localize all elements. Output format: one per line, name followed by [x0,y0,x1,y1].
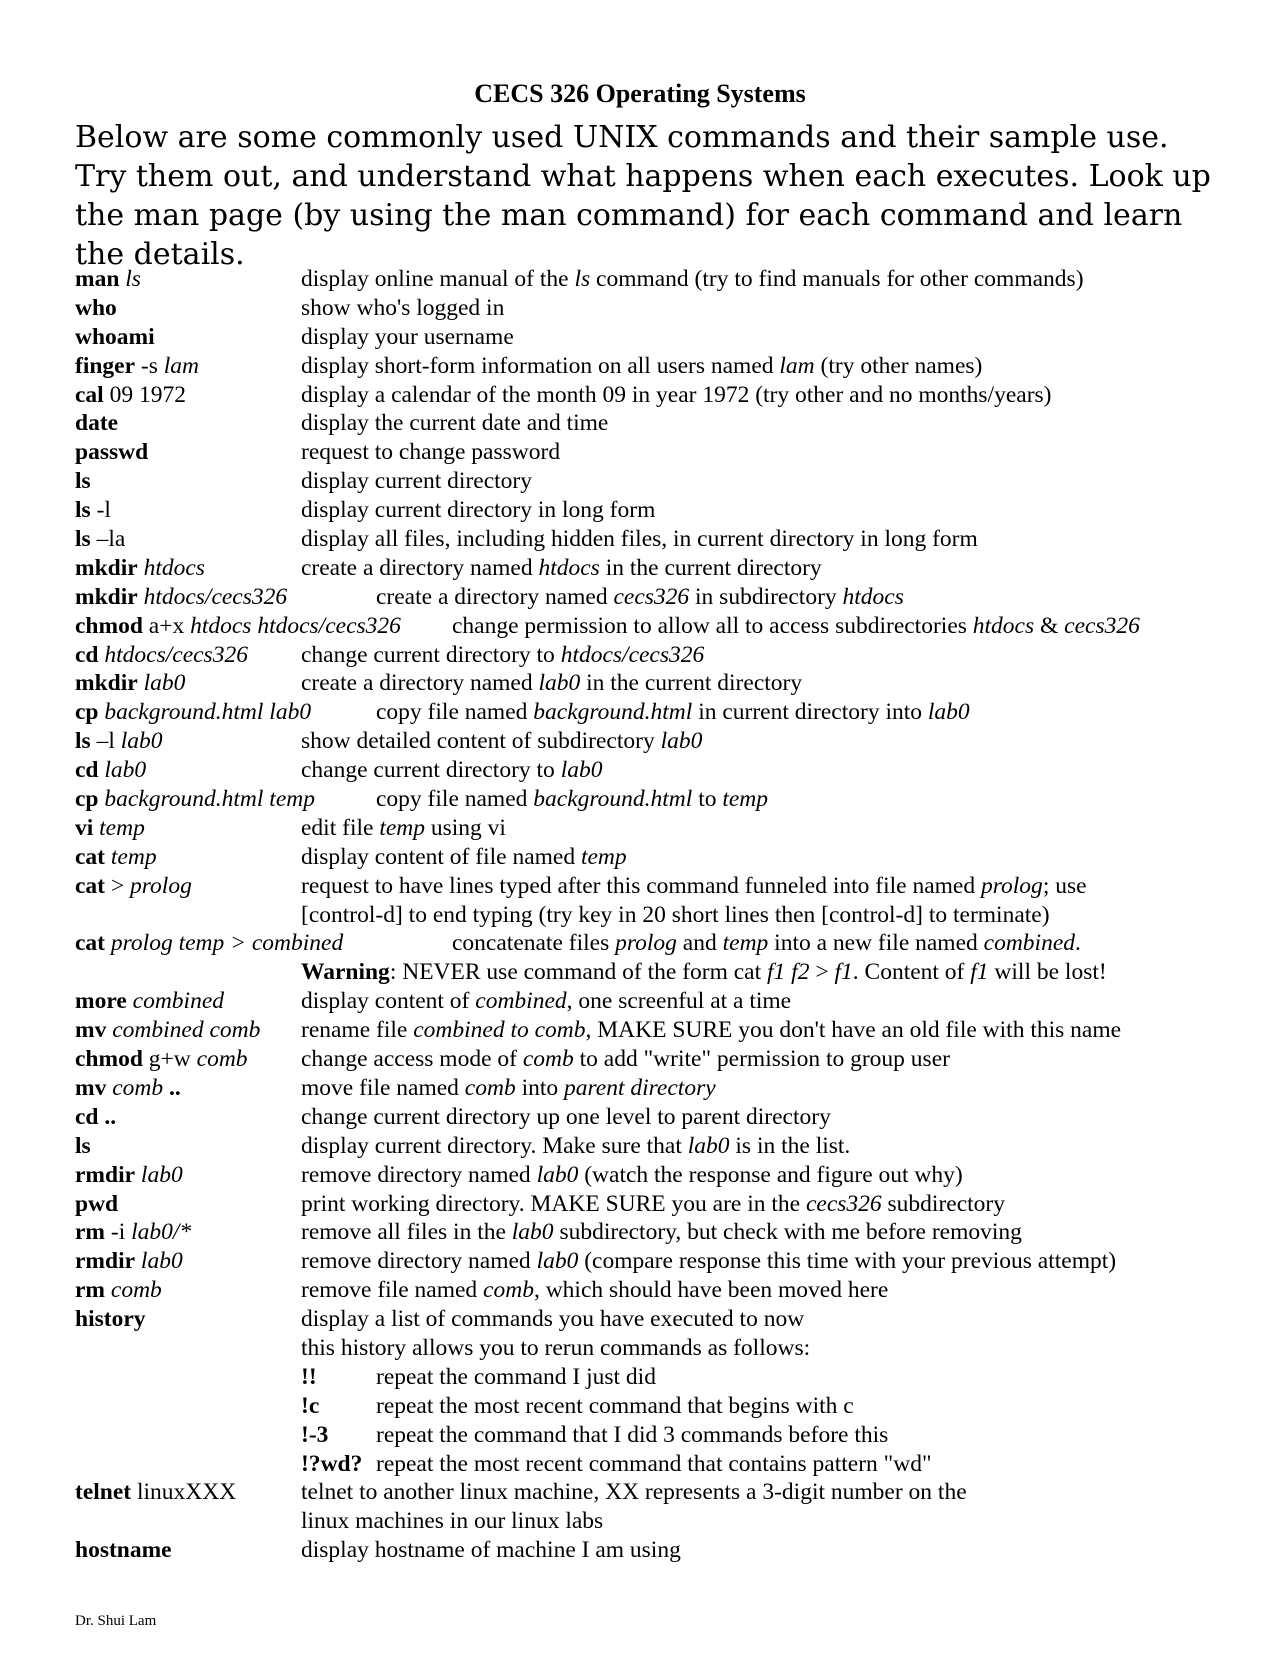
command-row-ls [75,467,1255,496]
command: chmod a+x htdocs htdocs/cecs326 [75,612,401,639]
command-row-rmdir-2 [75,1247,1255,1276]
command: vi temp [75,814,145,841]
description-continuation [75,901,1255,930]
command-row-who [75,294,1255,323]
description: change permission to allow all to access subdirectories htdocs & cecs326 [452,612,1140,639]
command: man ls [75,266,141,292]
command: who [75,294,117,321]
command-row-history [75,1305,1255,1334]
description: display your username [301,323,514,350]
description: copy file named background.html to temp [376,786,769,813]
intro-paragraph: Below are some commonly used UNIX commands and their sample use. Try them out, and understand what happens when each executes. Look up the man page (by using the man command) for each command and learn the details. [75,120,1211,272]
command-row-mkdir-cecs326 [75,583,1255,612]
history-description: repeat the most recent command that begins with c [376,1392,854,1419]
command-row-finger [75,352,1255,381]
command: rmdir lab0 [75,1161,183,1188]
warning-text: Warning: NEVER use command of the form cat f1 f2 > f1. Content of f1 will be lost! [301,959,1107,986]
history-key: !c [301,1392,320,1419]
description: remove directory named lab0 (watch the response and figure out why) [301,1161,963,1188]
document-title: CECS 326 Operating Systems [474,79,806,108]
description: copy file named background.html in current directory into lab0 [376,699,970,726]
description: display a list of commands you have executed to now [301,1306,805,1333]
command: ls –la [75,526,126,553]
description: create a directory named cecs326 in subdirectory htdocs [376,583,904,610]
command: telnet linuxXXX [75,1479,237,1506]
description: display online manual of the ls command (try to find manuals for other commands) [301,266,1084,292]
command-row-vi [75,814,1255,843]
command: rm comb [75,1277,162,1304]
command-list [75,265,1255,1565]
command-row-ls-check [75,1132,1255,1161]
command-row-man [75,265,1255,294]
command: hostname [75,1537,172,1564]
command-row-cat-temp [75,843,1255,872]
command: chmod g+w comb [75,1046,248,1073]
description: change current directory up one level to parent directory [301,1103,831,1130]
description: change current directory to lab0 [301,757,603,784]
command: cd htdocs/cecs326 [75,641,248,668]
description: remove file named comb, which should have been moved here [301,1277,889,1304]
description: print working directory. MAKE SURE you are in the cecs326 subdirectory [301,1190,1005,1217]
command: history [75,1306,146,1333]
description-continuation [75,1334,1255,1363]
command-row-chmod-ax [75,612,1255,641]
description: remove directory named lab0 (compare response this time with your previous attempt) [301,1248,1117,1275]
description: change current directory to htdocs/cecs326 [301,641,705,668]
command-row-more [75,987,1255,1016]
description: change access mode of comb to add "write" permission to group user [301,1046,950,1073]
command-row-rm-i [75,1218,1255,1247]
description: display a calendar of the month 09 in year 1972 (try other and no months/years) [301,381,1052,408]
command-row-cat-prolog [75,872,1255,901]
description: display current directory. Make sure that lab0 is in the list. [301,1132,851,1159]
command-row-ls-la [75,525,1255,554]
command-row-cat-combined [75,929,1255,958]
command: cat prolog temp > combined [75,930,344,957]
command-row-hostname [75,1536,1255,1565]
description: display content of file named temp [301,843,627,870]
command-row-ls-l-lab0 [75,727,1255,756]
description: display short-form information on all users named lam (try other names) [301,352,983,379]
command-row-pwd [75,1190,1255,1219]
description: display content of combined, one screenful at a time [301,988,792,1015]
command: ls [75,468,91,495]
description: show who's logged in [301,294,505,321]
history-row [75,1421,1255,1450]
history-description: repeat the command that I did 3 commands before this [376,1421,889,1448]
description: request to change password [301,439,561,466]
history-row [75,1392,1255,1421]
command: cp background.html temp [75,786,315,813]
command-row-chmod-gw [75,1045,1255,1074]
command: rmdir lab0 [75,1248,183,1275]
command: cd .. [75,1103,117,1130]
author-footer: Dr. Shui Lam [75,1613,157,1629]
command: pwd [75,1190,119,1217]
command-row-rmdir-1 [75,1161,1255,1190]
command: passwd [75,439,149,466]
command-row-mkdir-lab0 [75,669,1255,698]
description: display hostname of machine I am using [301,1537,681,1564]
description: move file named comb into parent directory [301,1074,716,1101]
command-row-telnet [75,1478,1255,1507]
command-row-mkdir-htdocs [75,554,1255,583]
history-row [75,1363,1255,1392]
description: linux machines in our linux labs [301,1508,604,1535]
command-row-cp-lab0 [75,698,1255,727]
description: telnet to another linux machine, XX represents a 3-digit number on the [301,1479,967,1506]
description: show detailed content of subdirectory lab0 [301,728,703,755]
command-row-whoami [75,323,1255,352]
description: display the current date and time [301,410,609,437]
command: ls [75,1132,91,1159]
command-row-mv-rename [75,1016,1255,1045]
description: rename file combined to comb, MAKE SURE you don't have an old file with this name [301,1017,1122,1044]
description: edit file temp using vi [301,814,506,841]
command-row-ls-l [75,496,1255,525]
history-key: !-3 [301,1421,329,1448]
command-row-cal [75,381,1255,410]
description: display current directory in long form [301,497,656,524]
command: more combined [75,988,225,1015]
command: cat > prolog [75,872,192,899]
history-description: repeat the command I just did [376,1363,656,1390]
description: request to have lines typed after this command funneled into file named prolog; use [301,872,1087,899]
command: mkdir lab0 [75,670,186,697]
command: mv combined comb [75,1017,261,1044]
command: finger -s lam [75,352,200,379]
command-row-cd-up [75,1103,1255,1132]
warning-row [75,958,1255,987]
description: display all files, including hidden files, in current directory in long form [301,526,978,553]
command: cd lab0 [75,757,147,784]
command-row-cd-lab0 [75,756,1255,785]
command: mkdir htdocs [75,554,205,581]
command: whoami [75,323,155,350]
history-key: !! [301,1363,317,1390]
command: ls –l lab0 [75,728,163,755]
description: create a directory named lab0 in the current directory [301,670,803,697]
command-row-mv-parent [75,1074,1255,1103]
command: date [75,410,119,437]
command-row-passwd [75,438,1255,467]
command: cal 09 1972 [75,381,186,408]
command: rm -i lab0/* [75,1219,192,1246]
history-row [75,1450,1255,1479]
description: remove all files in the lab0 subdirectory, but check with me before removing [301,1219,1022,1246]
description-continuation [75,1507,1255,1536]
description: concatenate files prolog and temp into a new file named combined. [452,930,1081,957]
description: display current directory [301,468,532,495]
description: [control-d] to end typing (try key in 20 short lines then [control-d] to terminate) [301,901,1050,928]
description: this history allows you to rerun commands as follows: [301,1334,811,1361]
command-row-cd-htdocs [75,641,1255,670]
command-row-cp-temp [75,785,1255,814]
history-description: repeat the most recent command that contains pattern "wd" [376,1450,932,1477]
command: mkdir htdocs/cecs326 [75,583,288,610]
command-row-rm-comb [75,1276,1255,1305]
command-row-date [75,409,1255,438]
history-key: !?wd? [301,1450,363,1477]
command: cat temp [75,843,157,870]
description: create a directory named htdocs in the current directory [301,554,822,581]
command: cp background.html lab0 [75,699,312,726]
command: mv comb .. [75,1074,181,1101]
command: ls -l [75,497,111,524]
